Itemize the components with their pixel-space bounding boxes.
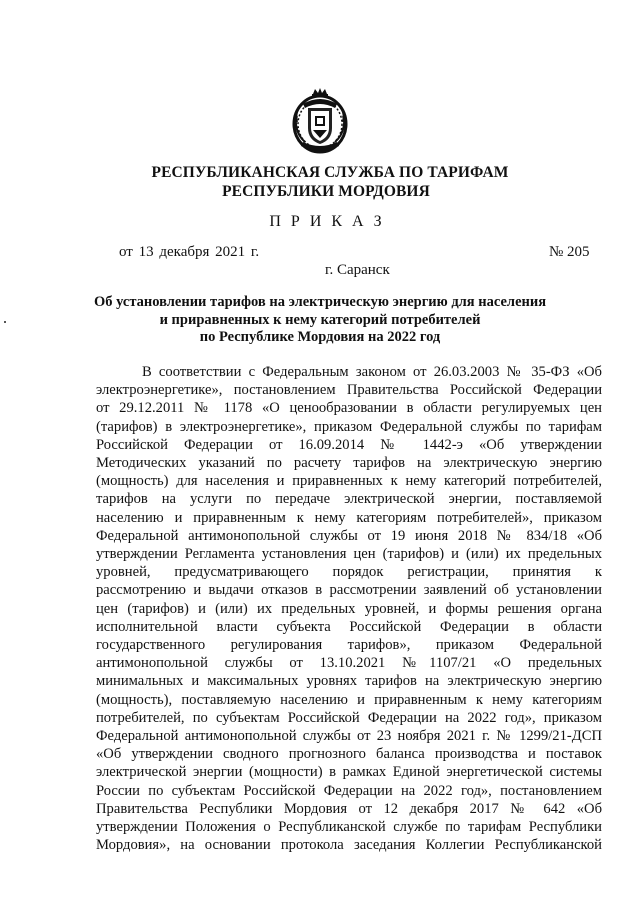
body-line: (мощность), поставляемую населению и приравненным к нему категориям <box>96 691 602 708</box>
order-city: г. Саранск <box>325 262 390 278</box>
body-line: Мордовия», на основании протокола заседания Коллегии Республиканской <box>96 837 602 854</box>
order-title-line-3: по Республике Мордовия на 2022 год <box>199 329 441 345</box>
body-line: В соответствии с Федеральным законом от 26.03.2003 № 35-ФЗ «Об <box>142 364 602 380</box>
body-line: (тарифов) в электроэнергетике», приказом Федеральной службы по тарифам <box>96 418 602 435</box>
order-number: № 205 <box>549 244 590 260</box>
body-line: «Об утверждении сводного прогнозного баланса производства и поставок <box>96 746 602 763</box>
republic-of-mordovia-coat-of-arms-icon <box>291 86 349 156</box>
order-title <box>0 294 640 347</box>
body-line: (мощность) для населения и приравненных к нему категорий потребителей, <box>96 473 602 490</box>
document-type-heading: П Р И К А З <box>269 213 385 230</box>
body-line: антимонопольной службы от 13.10.2021 №1107/21 «О предельных <box>96 655 602 672</box>
body-line: Российской Федерации от 16.09.2014 № 1442-э «Об утверждении <box>96 436 602 453</box>
order-date: от 13 декабря 2021 г. <box>119 244 260 260</box>
body-line: России по субъектам Российской Федерации на 2022 год», постановлением <box>96 782 602 799</box>
organization-name-line-1: РЕСПУБЛИКАНСКАЯ СЛУЖБА ПО ТАРИФАМ <box>151 164 509 181</box>
body-line: утверждении Регламента установления цен (тарифов) и (или) их предельных <box>96 546 602 563</box>
body-line: электрической энергии (мощности) в рамках Единой энергетической системы <box>96 764 602 781</box>
body-line: цен (тарифов) и (или) их предельных уровней, и формы решения органа <box>96 600 602 617</box>
body-line: электроэнергетике», постановлением Правительства Российской Федерации <box>96 382 602 399</box>
organization-name-line-2: РЕСПУБЛИКИ МОРДОВИЯ <box>222 183 430 200</box>
body-line: потребителей, по субъектам Российской Федерации на 2022 год», приказом <box>96 709 602 726</box>
body-line: Федеральной антимонопольной службы от 23 ноября 2021 г. № 1299/21-ДСП <box>96 728 602 745</box>
body-line: государственного регулирования тарифов», приказом Федеральной <box>96 637 602 654</box>
body-line: рассмотрению и выдачи отказов в рассмотрении заявлений об установлении <box>96 582 602 599</box>
body-line: от 29.12.2011 № 1178 «О ценообразовании в области регулируемых цен <box>96 400 602 417</box>
order-body-paragraph <box>96 363 602 854</box>
order-title-line-2: и приравненных к нему категорий потребителей <box>159 311 481 328</box>
body-line: минимальных и максимальных уровнях тарифов на электрическую энергию <box>96 673 602 690</box>
body-line: исполнительной власти субъекта Российской Федерации в области <box>96 618 602 635</box>
body-line: уровней, предусматривающего порядок регистрации, принятия к <box>96 564 602 581</box>
body-line: Правительства Республики Мордовия от 12 декабря 2017 № 642 «Об <box>96 800 602 817</box>
body-line: тарифов на услуги по передаче электрической энергии, поставляемой <box>96 491 602 508</box>
body-line: утверждении Положения о Республиканской службе по тарифам Республики <box>96 819 602 836</box>
order-title-line-1: Об установлении тарифов на электрическую энергию для населения <box>93 294 547 310</box>
body-line: Федеральной антимонопольной службы от 19 июня 2018 № 834/18 «Об <box>96 527 602 544</box>
body-line: населению и приравненным к нему категориям потребителей», приказом <box>96 509 602 526</box>
body-line: Методических указаний по расчету тарифов на электрическую энергию <box>96 455 602 472</box>
